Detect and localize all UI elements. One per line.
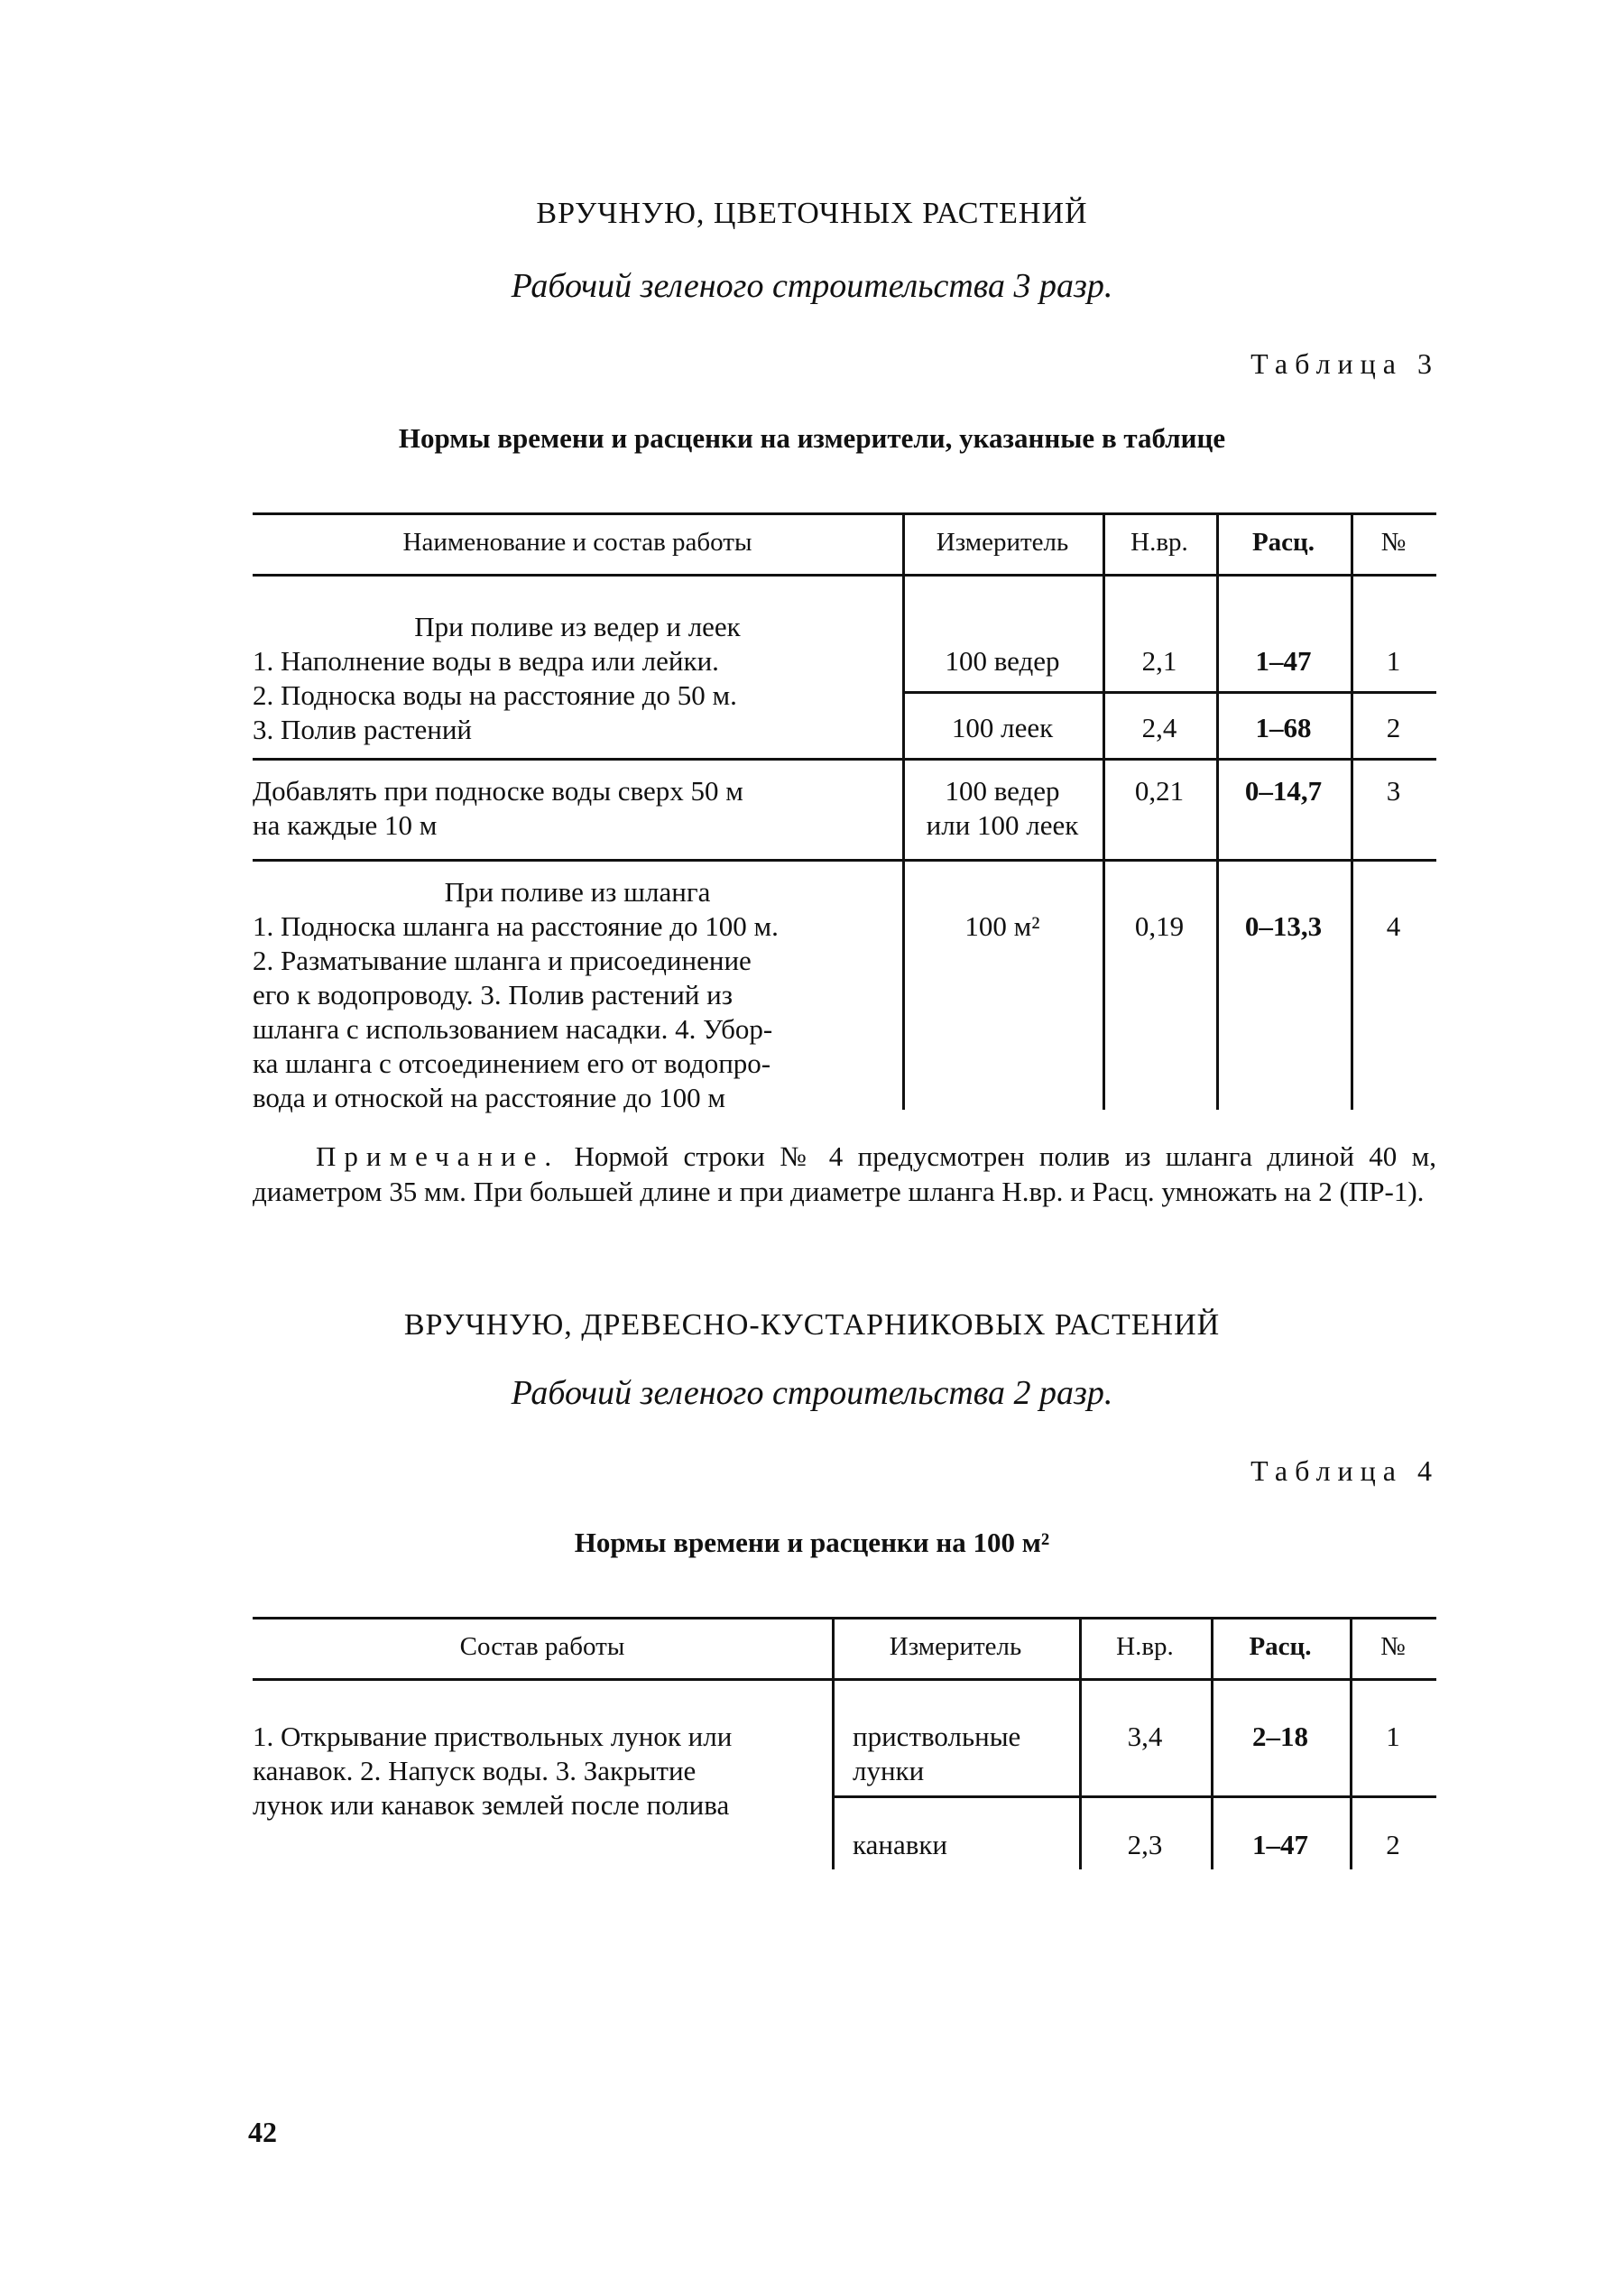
section1-heading: ВРУЧНУЮ, ЦВЕТОЧНЫХ РАСТЕНИЙ: [536, 197, 1088, 230]
table3-group1-line: 2. Подноска воды на расстояние до 50 м.: [253, 679, 737, 711]
table4-row2-num: 2: [1386, 1829, 1400, 1860]
table4-top-rule: [253, 1617, 1436, 1619]
table3-col-work: Наименование и состав работы: [402, 528, 752, 557]
table3-row3-num: 3: [1386, 775, 1401, 807]
table3-row2-num: 2: [1386, 712, 1401, 743]
table3-row1-rate: 1–47: [1255, 645, 1312, 677]
table3-row4-unit: 100 м²: [964, 910, 1040, 942]
table3-col-rule-4: [1351, 512, 1353, 1110]
table3-group2-line: шланга с использованием насадки. 4. Убор-: [253, 1013, 773, 1045]
table4-label: Таблица 4: [1250, 1454, 1439, 1487]
table3-row1-rule: [902, 691, 1436, 694]
table3-row4-rate: 0–13,3: [1244, 910, 1323, 942]
table4-row2-unit: канавки: [853, 1829, 947, 1860]
table3-group2-line: 2. Разматывание шланга и присоединение: [253, 945, 752, 976]
table3-group2-title: При поливе из шланга: [444, 876, 711, 908]
table4-row1-num: 1: [1386, 1721, 1400, 1752]
table3-group1-title: При поливе из ведер и леек: [414, 611, 741, 642]
table3-top-rule: [253, 512, 1436, 515]
table3-row4-norm: 0,19: [1134, 910, 1185, 942]
table3-row2-rate: 1–68: [1255, 712, 1312, 743]
table3-group1-line: 3. Полив растений: [253, 714, 473, 745]
table4-col-rate: Расц.: [1249, 1632, 1312, 1661]
note-text: Нормой строки № 4 предусмотрен полив из шланга длиной 40 м, диаметром 35 мм. При большей длине и при диаметре шланга Н.вр. и Расц. умножать на 2 (ПР-1).: [253, 1140, 1437, 1207]
table4-row1-rate: 2–18: [1252, 1721, 1308, 1752]
table3-row2-norm: 2,4: [1141, 712, 1177, 743]
table3-row3-norm: 0,21: [1134, 775, 1185, 807]
table3-group2-line: его к водопроводу. 3. Полив растений из: [253, 979, 733, 1010]
table3-label: Таблица 3: [1250, 347, 1439, 380]
table3-group1-line: 1. Наполнение воды в ведра или лейки.: [253, 645, 719, 677]
table4-col-unit: Измеритель: [889, 1632, 1022, 1661]
table3-row3-rule: [253, 859, 1436, 862]
table3-row3-rate: 0–14,7: [1244, 775, 1323, 807]
table4-col-work: Состав работы: [459, 1632, 625, 1661]
table3-row4-num: 4: [1386, 910, 1401, 942]
table3-row1-unit: 100 ведер: [945, 645, 1060, 677]
table3-row1-norm: 2,1: [1141, 645, 1177, 677]
table4-work-line: канавок. 2. Напуск воды. 3. Закрытие: [253, 1755, 697, 1786]
table4-row1-unit: приствольные: [853, 1721, 1021, 1752]
table4-caption: Нормы времени и расценки на 100 м²: [574, 1527, 1050, 1558]
table4-row2-rate: 1–47: [1252, 1829, 1308, 1860]
table4-row1-rule: [832, 1795, 1436, 1798]
table3-col-rate: Расц.: [1251, 528, 1315, 557]
table4-work-line: лунок или канавок землей после полива: [253, 1789, 730, 1821]
table3-row2-rule: [253, 758, 1436, 761]
table3-row3-unit: 100 ведер: [945, 775, 1060, 807]
table3-row2-unit: 100 леек: [951, 712, 1054, 743]
table4-row1-unit: лунки: [853, 1755, 925, 1786]
table3-header-rule: [253, 574, 1436, 577]
table3-group2-line: вода и отноской на расстояние до 100 м: [253, 1082, 726, 1113]
table3-caption: Нормы времени и расценки на измерители, указанные в таблице: [398, 422, 1226, 454]
section2-worker: Рабочий зеленого строительства 2 разр.: [511, 1374, 1113, 1412]
table3-col-num: №: [1380, 528, 1407, 557]
table3-row1-num: 1: [1386, 645, 1401, 677]
table4-col-num: №: [1380, 1632, 1406, 1661]
table3-col-norm: Н.вр.: [1130, 528, 1188, 557]
table4-row2-norm: 2,3: [1127, 1829, 1163, 1860]
table4-work-line: 1. Открывание приствольных лунок или: [253, 1721, 733, 1752]
section2-heading: ВРУЧНУЮ, ДРЕВЕСНО-КУСТАРНИКОВЫХ РАСТЕНИЙ: [403, 1308, 1221, 1342]
note-label: Примечание.: [316, 1140, 560, 1172]
table3-note: [253, 1139, 1436, 1209]
page-number: 42: [248, 2116, 277, 2148]
table4-row1-norm: 3,4: [1127, 1721, 1163, 1752]
table3-col-rule-2: [1103, 512, 1105, 1110]
table3-group2-line: ка шланга с отсоединением его от водопро-: [253, 1047, 771, 1079]
section1-worker: Рабочий зеленого строительства 3 разр.: [511, 267, 1113, 305]
table3-col-unit: Измеритель: [936, 528, 1069, 557]
table3-row3-unit: или 100 леек: [926, 809, 1079, 841]
table3-col-rule-3: [1216, 512, 1219, 1110]
table4-header-rule: [253, 1678, 1436, 1681]
table3-group2-line: 1. Подноска шланга на расстояние до 100 м.: [253, 910, 779, 942]
table3-row3-text: Добавлять при подноске воды сверх 50 м: [253, 775, 743, 807]
table3-row3-text: на каждые 10 м: [253, 809, 438, 841]
table4-col-norm: Н.вр.: [1116, 1632, 1174, 1661]
